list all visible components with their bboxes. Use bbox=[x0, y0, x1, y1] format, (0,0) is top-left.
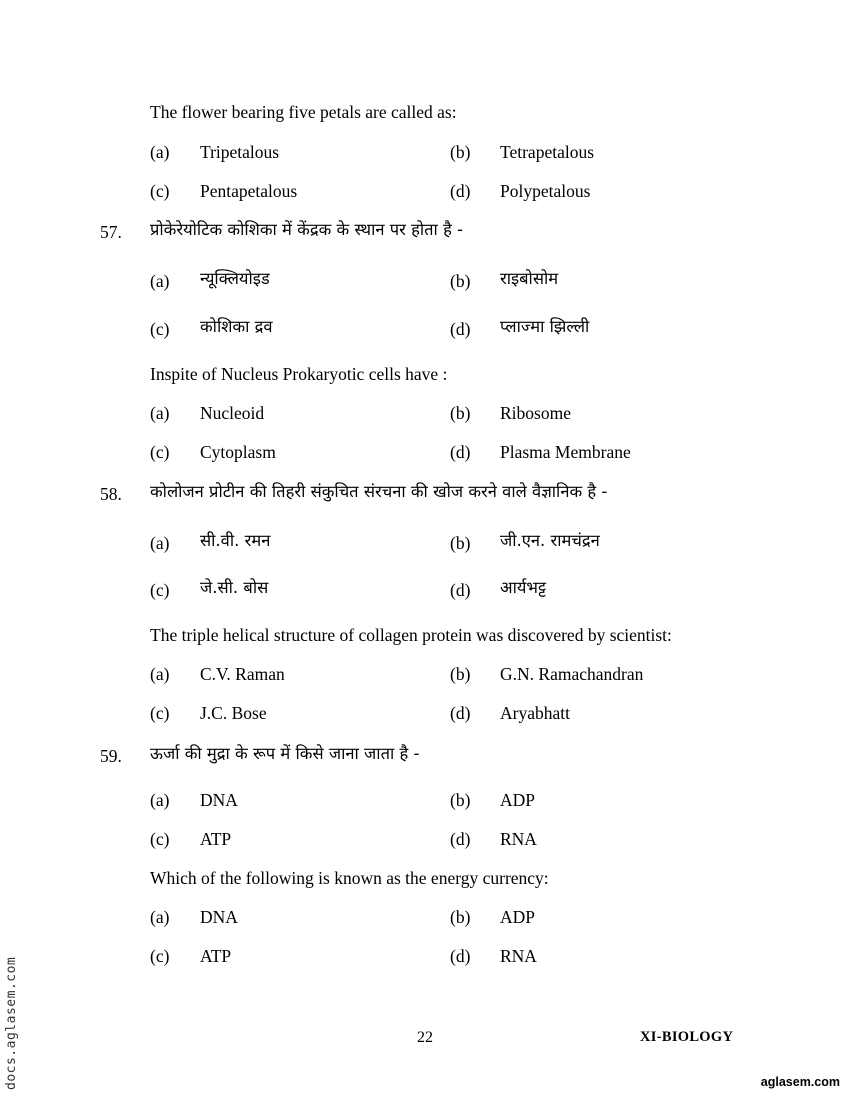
q57-hi-opt-c-label: (c) bbox=[150, 319, 170, 339]
q59-en-opt-c-label: (c) bbox=[150, 946, 170, 966]
q59-number: 59. bbox=[100, 746, 122, 766]
q59-en-opt-d-label: (d) bbox=[450, 946, 471, 966]
q57-hi-opt-c-text: कोशिका द्रव bbox=[200, 317, 273, 336]
q58-number: 58. bbox=[100, 484, 122, 504]
brand-watermark: aglasem.com bbox=[760, 1075, 840, 1089]
q58-en-opt-a-text: C.V. Raman bbox=[200, 664, 285, 684]
q58-en-opt-d-text: Aryabhatt bbox=[500, 703, 570, 723]
q57-en-opt-a-text: Nucleoid bbox=[200, 403, 265, 423]
q57-hi-opt-d-text: प्लाज्मा झिल्ली bbox=[500, 317, 590, 336]
q59-hi-opt-c-text: ATP bbox=[200, 829, 232, 849]
q56-en-opt-d-label: (d) bbox=[450, 181, 471, 201]
q59-en-opt-a-text: DNA bbox=[200, 907, 238, 927]
q56-en-opt-b-text: Tetrapetalous bbox=[500, 142, 595, 162]
q58-hi-stem: कोलोजन प्रोटीन की तिहरी संकुचित संरचना की खोज करने वाले वैज्ञानिक है - bbox=[150, 482, 608, 501]
q57-en-opt-b-text: Ribosome bbox=[500, 403, 571, 423]
page-number: 22 bbox=[417, 1029, 433, 1046]
q59-hi-opt-b-text: ADP bbox=[500, 790, 536, 810]
q59-hi-opt-a-text: DNA bbox=[200, 790, 238, 810]
q58-en-opt-d-label: (d) bbox=[450, 703, 471, 723]
q59-hi-opt-c-label: (c) bbox=[150, 829, 170, 849]
q56-en-opt-b-label: (b) bbox=[450, 142, 471, 162]
side-watermark: docs.aglasem.com bbox=[4, 956, 19, 1090]
q57-number: 57. bbox=[100, 222, 122, 242]
q59-hi-opt-d-text: RNA bbox=[500, 829, 537, 849]
q57-en-opt-d-label: (d) bbox=[450, 442, 471, 462]
q58-hi-opt-b-label: (b) bbox=[450, 533, 471, 553]
q57-hi-opt-b-label: (b) bbox=[450, 271, 471, 291]
q58-hi-opt-c-label: (c) bbox=[150, 580, 170, 600]
q56-en-opt-d-text: Polypetalous bbox=[500, 181, 591, 201]
q57-en-stem: Inspite of Nucleus Prokaryotic cells have : bbox=[150, 364, 448, 384]
subject-label: XI-BIOLOGY bbox=[640, 1029, 734, 1045]
q57-hi-stem: प्रोकेरेयोटिक कोशिका में केंद्रक के स्थान पर होता है - bbox=[150, 220, 464, 239]
q59-en-stem: Which of the following is known as the energy currency: bbox=[150, 868, 549, 888]
q56-en-stem: The flower bearing five petals are called as: bbox=[150, 102, 457, 122]
q57-en-opt-c-text: Cytoplasm bbox=[200, 442, 276, 462]
q58-hi-opt-d-text: आर्यभट्ट bbox=[500, 578, 547, 597]
q58-hi-opt-b-text: जी.एन. रामचंद्रन bbox=[500, 531, 600, 550]
q56-en-opt-a-label: (a) bbox=[150, 142, 170, 162]
q57-hi-opt-a-text: न्यूक्लियोइड bbox=[200, 269, 270, 288]
q58-en-stem: The triple helical structure of collagen protein was discovered by scientist: bbox=[150, 625, 672, 645]
q57-en-opt-b-label: (b) bbox=[450, 403, 471, 423]
q59-en-opt-a-label: (a) bbox=[150, 907, 170, 927]
q57-hi-opt-d-label: (d) bbox=[450, 319, 471, 339]
q59-en-opt-b-label: (b) bbox=[450, 907, 471, 927]
q59-hi-stem: ऊर्जा की मुद्रा के रूप में किसे जाना जाता है - bbox=[150, 744, 420, 763]
q59-hi-opt-b-label: (b) bbox=[450, 790, 471, 810]
q57-en-opt-a-label: (a) bbox=[150, 403, 170, 423]
q58-en-opt-c-label: (c) bbox=[150, 703, 170, 723]
q58-hi-opt-a-label: (a) bbox=[150, 533, 170, 553]
q59-en-opt-b-text: ADP bbox=[500, 907, 536, 927]
q56-en-opt-a-text: Tripetalous bbox=[200, 142, 280, 162]
q58-en-opt-a-label: (a) bbox=[150, 664, 170, 684]
q58-hi-opt-a-text: सी.वी. रमन bbox=[200, 531, 271, 550]
q59-hi-opt-a-label: (a) bbox=[150, 790, 170, 810]
q57-hi-opt-a-label: (a) bbox=[150, 271, 170, 291]
q58-en-opt-b-label: (b) bbox=[450, 664, 471, 684]
q57-hi-opt-b-text: राइबोसोम bbox=[500, 269, 559, 288]
q57-en-opt-c-label: (c) bbox=[150, 442, 170, 462]
q58-en-opt-b-text: G.N. Ramachandran bbox=[500, 664, 644, 684]
q56-en-opt-c-text: Pentapetalous bbox=[200, 181, 298, 201]
q56-en-opt-c-label: (c) bbox=[150, 181, 170, 201]
q59-en-opt-d-text: RNA bbox=[500, 946, 537, 966]
q58-en-opt-c-text: J.C. Bose bbox=[200, 703, 267, 723]
q57-en-opt-d-text: Plasma Membrane bbox=[500, 442, 631, 462]
q58-hi-opt-d-label: (d) bbox=[450, 580, 471, 600]
q59-hi-opt-d-label: (d) bbox=[450, 829, 471, 849]
q58-hi-opt-c-text: जे.सी. बोस bbox=[200, 578, 269, 597]
q59-en-opt-c-text: ATP bbox=[200, 946, 232, 966]
